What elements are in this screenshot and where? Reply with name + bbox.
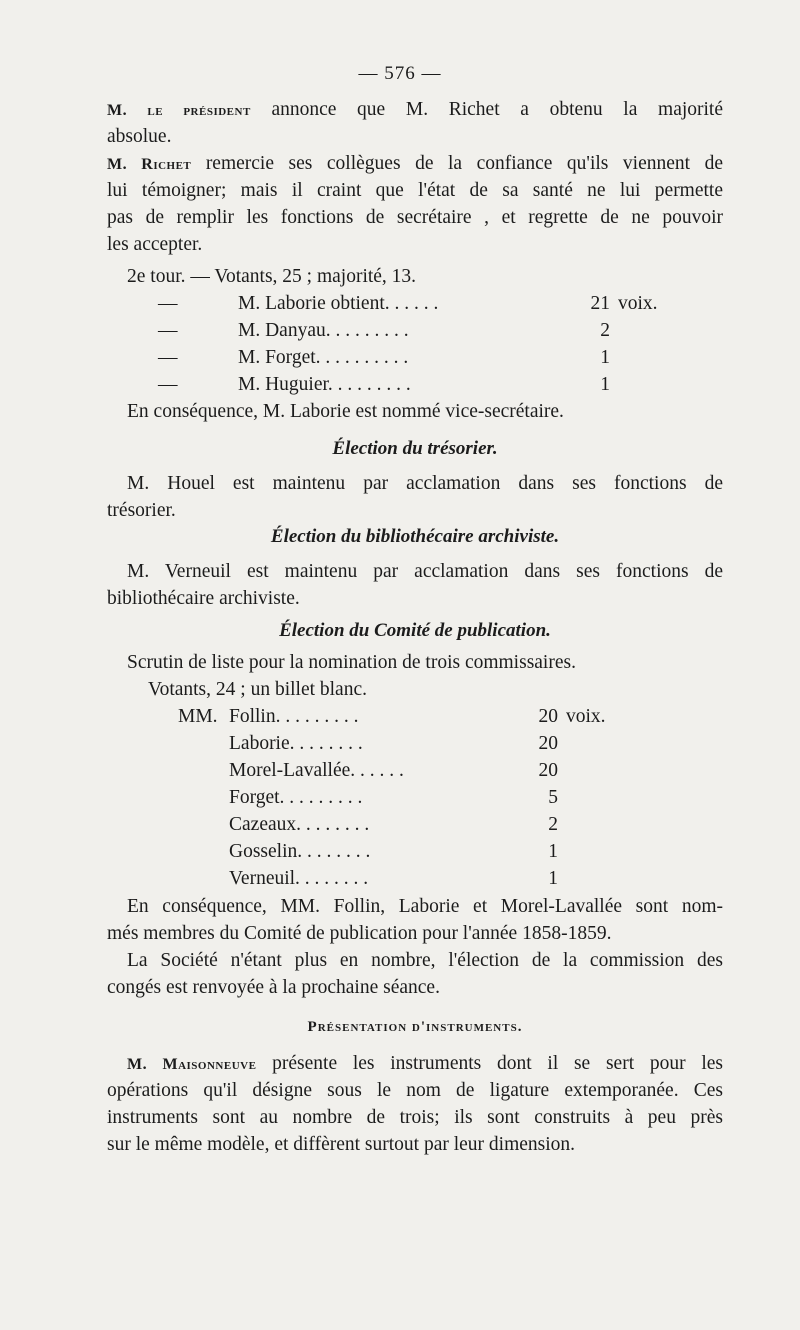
tour2-votes: 21 (590, 293, 610, 314)
president-text: annonce que M. Richet a obtenu la majorité (250, 99, 723, 120)
maisonneuve-label: M. Maisonneuve (127, 1056, 257, 1073)
tresorier-line1: M. Houel est maintenu par acclamation dans ses fonctions de (127, 473, 723, 494)
richet-paragraph-line4: les accepter. (107, 234, 203, 255)
bibliothecaire-line2: bibliothécaire archiviste. (107, 588, 300, 609)
tour2-name: M. Huguier. . . . . . . . . (238, 374, 411, 395)
bibliothecaire-heading: Élection du bibliothécaire archiviste. (270, 526, 560, 547)
comite-name: Verneuil. . . . . . . . (229, 868, 369, 889)
comite-intro: Scrutin de liste pour la nomination de trois commissaires. (127, 652, 576, 673)
tour2-conclusion: En conséquence, M. Laborie est nommé vice-secrétaire. (127, 401, 564, 422)
richet-paragraph-line1 (107, 150, 723, 178)
comite-name: Morel-Lavallée. . . . . . (229, 760, 404, 781)
comite-votes: 20 (538, 733, 558, 754)
comite-name: Follin. . . . . . . . . (229, 706, 359, 727)
tour2-votes: 1 (600, 347, 610, 368)
richet-label: M. Richet (107, 156, 192, 173)
tour2-dash: — (158, 293, 178, 314)
comite-votes: 1 (548, 841, 558, 862)
comite-votes: 2 (548, 814, 558, 835)
comite-unit: voix. (566, 706, 606, 727)
tour2-votes: 1 (600, 374, 610, 395)
comite-votants: Votants, 24 ; un billet blanc. (148, 679, 367, 700)
instruments-text: présente les instruments dont il se sert pour les (256, 1053, 723, 1074)
richet-paragraph-line2: lui témoigner; mais il craint que l'état de sa santé ne lui permette (107, 180, 723, 201)
comite-name: Laborie. . . . . . . . (229, 733, 363, 754)
page-number: — 576 — (358, 63, 442, 84)
comite-votes: 20 (538, 706, 558, 727)
comite-heading: Élection du Comité de publication. (279, 620, 551, 641)
tresorier-heading: Élection du trésorier. (332, 438, 498, 459)
comite-name: Cazeaux. . . . . . . . (229, 814, 370, 835)
bibliothecaire-line1: M. Verneuil est maintenu par acclamation dans ses fonctions de (127, 561, 723, 582)
conge-line2: congés est renvoyée à la prochaine séance. (107, 977, 440, 998)
instruments-heading: Présentation d'instruments. (307, 1019, 523, 1035)
tour2-votes: 2 (600, 320, 610, 341)
comite-conclusion-line1: En conséquence, MM. Follin, Laborie et Morel-Lavallée sont nom- (127, 896, 723, 917)
instruments-line4: sur le même modèle, et diffèrent surtout par leur dimension. (107, 1134, 576, 1155)
comite-conclusion-line2: més membres du Comité de publication pour l'année 1858-1859. (107, 923, 612, 944)
comite-votes: 5 (548, 787, 558, 808)
richet-paragraph-line3: pas de remplir les fonctions de secrétaire , et regrette de ne pouvoir (107, 207, 723, 228)
tour2-dash: — (158, 374, 178, 395)
president-label: M. le président (107, 102, 251, 119)
president-paragraph-line2: absolue. (107, 126, 172, 147)
tresorier-line2: trésorier. (107, 500, 176, 521)
comite-name: Forget. . . . . . . . . (229, 787, 363, 808)
comite-name: Gosselin. . . . . . . . (229, 841, 371, 862)
tour2-unit: voix. (618, 293, 658, 314)
tour2-name: M. Laborie obtient. . . . . . (238, 293, 439, 314)
richet-text: remercie ses collègues de la confiance qu'ils viennent de (191, 153, 723, 174)
conge-line1: La Société n'étant plus en nombre, l'élection de la commission des (127, 950, 723, 971)
instruments-line3: instruments sont au nombre de trois; ils sont construits à peu près (107, 1107, 723, 1128)
tour2-name: M. Forget. . . . . . . . . . (238, 347, 409, 368)
tour2-name: M. Danyau. . . . . . . . . (238, 320, 409, 341)
comite-mm-label: MM. (178, 706, 218, 727)
comite-votes: 1 (548, 868, 558, 889)
comite-votes: 20 (538, 760, 558, 781)
tour2-header: 2e tour. — Votants, 25 ; majorité, 13. (127, 266, 417, 287)
tour2-dash: — (158, 347, 178, 368)
tour2-dash: — (158, 320, 178, 341)
president-paragraph-line1 (107, 96, 723, 124)
instruments-line2: opérations qu'il désigne sous le nom de ligature extemporanée. Ces (107, 1080, 723, 1101)
instruments-line1 (127, 1050, 723, 1078)
